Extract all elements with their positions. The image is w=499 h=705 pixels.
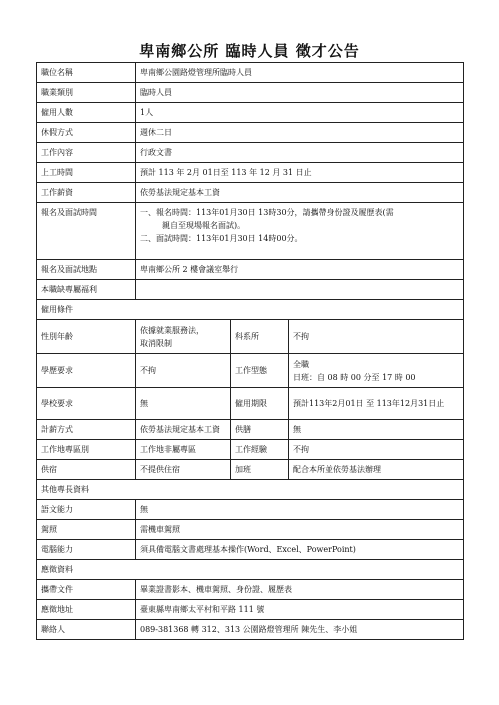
row-other-section — [37, 480, 464, 500]
category-value: 臨時人員 — [136, 83, 464, 103]
pay-method-value: 依勞基法規定基本工資 — [136, 420, 231, 440]
major-label: 科系所 — [231, 320, 289, 354]
school-value: 無 — [136, 388, 231, 420]
apply-section-heading: 應徵資料 — [37, 560, 464, 580]
hire-period-label: 僱用期限 — [231, 388, 289, 420]
computer-value: 須具備電腦文書處理基本操作(Word、Excel、PowerPoint) — [136, 540, 464, 560]
interview-place-label: 報名及面試地點 — [37, 260, 136, 280]
contact-label: 聯絡人 — [37, 620, 136, 640]
address-value: 臺東縣卑南鄉太平村和平路 111 號 — [136, 600, 464, 620]
row-welfare — [37, 280, 464, 300]
gender-age-label: 性別年齡 — [37, 320, 136, 354]
other-section-heading: 其他專長資料 — [37, 480, 464, 500]
duty-label: 工作內容 — [37, 143, 136, 163]
meals-value: 無 — [289, 420, 464, 440]
period-value: 預計 113 年 2月 01日至 113 年 12 月 31 日止 — [136, 163, 464, 183]
interview-time-label: 報名及面試時間 — [37, 203, 136, 260]
meals-label: 供膳 — [231, 420, 289, 440]
row-address — [37, 600, 464, 620]
salary-label: 工作薪資 — [37, 183, 136, 203]
documents-value: 畢業證書影本、機車駕照、身份證、履歷表 — [136, 580, 464, 600]
location-value: 工作地非屬專區 — [136, 440, 231, 460]
row-education — [37, 354, 464, 388]
location-label: 工作地專區別 — [37, 440, 136, 460]
major-value: 不拘 — [289, 320, 464, 354]
headcount-label: 僱用人數 — [37, 103, 136, 123]
row-leave — [37, 123, 464, 143]
computer-label: 電腦能力 — [37, 540, 136, 560]
period-label: 上工時間 — [37, 163, 136, 183]
row-interview-time — [37, 203, 464, 260]
row-category — [37, 83, 464, 103]
documents-label: 攜帶文件 — [37, 580, 136, 600]
language-label: 語文能力 — [37, 500, 136, 520]
job-posting-table — [36, 62, 463, 640]
work-type-line-1: 全職 — [293, 359, 309, 369]
row-headcount — [37, 103, 464, 123]
interview-time-line-1: 一、報名時間：113年01月30日 13時30分，請攜帶身份證及履歷表(需 — [140, 208, 394, 217]
row-pay-method — [37, 420, 464, 440]
gender-age-value — [136, 320, 231, 354]
school-label: 學校要求 — [37, 388, 136, 420]
category-label: 職業類別 — [37, 83, 136, 103]
interview-time-line-3: 二、面試時間：113年01月30日 14時00分。 — [140, 234, 303, 243]
license-value: 需機車駕照 — [136, 520, 464, 540]
housing-label: 供宿 — [37, 460, 136, 480]
language-value: 無 — [136, 500, 464, 520]
experience-value: 不拘 — [289, 440, 464, 460]
address-label: 應徵地址 — [37, 600, 136, 620]
row-housing — [37, 460, 464, 480]
position-name-label: 職位名稱 — [37, 63, 136, 83]
row-salary — [37, 183, 464, 203]
row-apply-section — [37, 560, 464, 580]
hiring-section-heading: 僱用條件 — [37, 300, 464, 320]
row-period — [37, 163, 464, 183]
row-computer — [37, 540, 464, 560]
contact-value: 089-381368 轉 312、313 公園路燈管理所 陳先生、李小姐 — [136, 620, 464, 640]
work-type-line-2: 日班：自 08 時 00 分至 17 時 00 — [293, 372, 416, 382]
license-label: 駕照 — [37, 520, 136, 540]
duty-value: 行政文書 — [136, 143, 464, 163]
row-hiring-section — [37, 300, 464, 320]
row-language — [37, 500, 464, 520]
education-value: 不拘 — [136, 354, 231, 388]
position-name-value: 卑南鄉公園路燈管理所臨時人員 — [136, 63, 464, 83]
row-contact — [37, 620, 464, 640]
gender-age-line-2: 取消限制 — [140, 338, 172, 348]
salary-value: 依勞基法規定基本工資 — [136, 183, 464, 203]
row-license — [37, 520, 464, 540]
leave-value: 週休二日 — [136, 123, 464, 143]
interview-time-line-2: 親自至現場報名面試)。 — [162, 221, 246, 230]
row-location — [37, 440, 464, 460]
row-documents — [37, 580, 464, 600]
work-type-value — [289, 354, 464, 388]
work-type-label: 工作型態 — [231, 354, 289, 388]
education-label: 學歷要求 — [37, 354, 136, 388]
headcount-value: 1人 — [136, 103, 464, 123]
experience-label: 工作經驗 — [231, 440, 289, 460]
gender-age-line-1: 依據就業服務法， — [140, 325, 204, 335]
housing-value: 不提供住宿 — [136, 460, 231, 480]
interview-time-value — [136, 203, 464, 260]
row-duty — [37, 143, 464, 163]
overtime-value: 配合本所並依勞基法辦理 — [289, 460, 464, 480]
row-school — [37, 388, 464, 420]
leave-label: 休假方式 — [37, 123, 136, 143]
page-title: 卑南鄉公所 臨時人員 徵才公告 — [139, 42, 360, 60]
welfare-value — [136, 280, 464, 300]
interview-place-value: 卑南鄉公所 2 樓會議室舉行 — [136, 260, 464, 280]
pay-method-label: 計薪方式 — [37, 420, 136, 440]
row-position-name — [37, 63, 464, 83]
row-interview-place — [37, 260, 464, 280]
overtime-label: 加班 — [231, 460, 289, 480]
row-gender-age — [37, 320, 464, 354]
hire-period-value: 預計113年2月01日 至 113年12月31日止 — [289, 388, 464, 420]
welfare-label: 本職缺專屬福利 — [37, 280, 136, 300]
